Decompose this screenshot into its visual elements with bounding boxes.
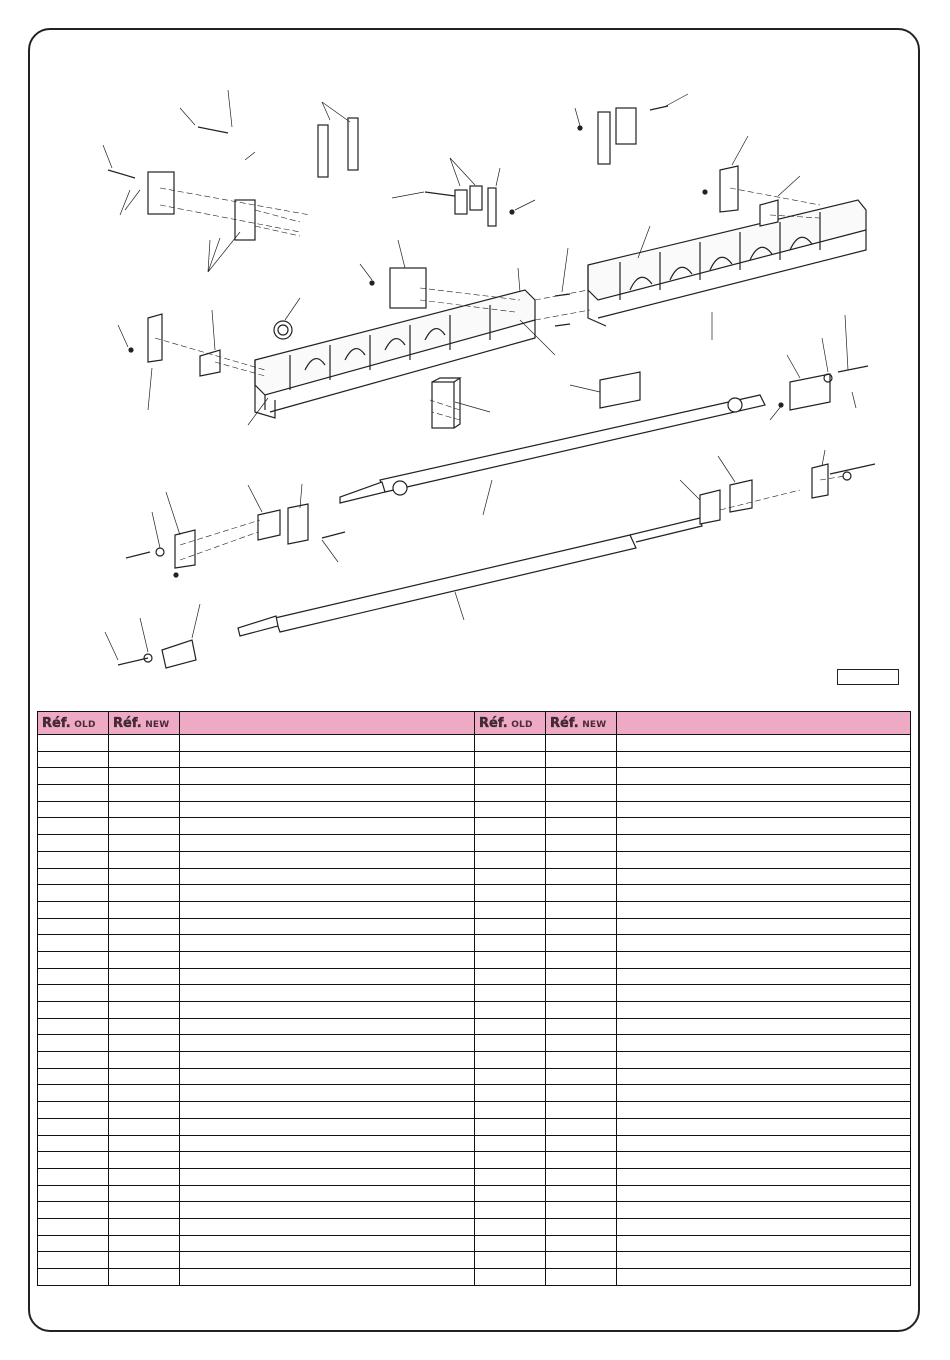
- table-cell: [109, 785, 180, 802]
- table-cell: [180, 1185, 475, 1202]
- table-cell: [109, 818, 180, 835]
- table-cell: [109, 1085, 180, 1102]
- table-cell: [475, 918, 546, 935]
- table-cell: [180, 1068, 475, 1085]
- table-cell: [475, 1235, 546, 1252]
- table-cell: [546, 785, 617, 802]
- table-cell: [180, 1135, 475, 1152]
- table-cell: [546, 818, 617, 835]
- parts-table-body: [38, 735, 911, 1286]
- table-cell: [180, 935, 475, 952]
- table-cell: [180, 1052, 475, 1069]
- col-ref-old-2: [475, 712, 546, 735]
- table-cell: [617, 1035, 911, 1052]
- table-row: [38, 1152, 911, 1169]
- table-cell: [546, 1052, 617, 1069]
- table-cell: [546, 885, 617, 902]
- table-cell: [38, 1235, 109, 1252]
- table-cell: [109, 868, 180, 885]
- table-cell: [475, 1269, 546, 1286]
- table-row: [38, 1035, 911, 1052]
- table-cell: [180, 1218, 475, 1235]
- table-cell: [546, 868, 617, 885]
- table-cell: [546, 1102, 617, 1119]
- table-cell: [475, 751, 546, 768]
- table-cell: [546, 1118, 617, 1135]
- parts-table: [37, 711, 911, 1286]
- table-cell: [617, 1168, 911, 1185]
- table-cell: [475, 1118, 546, 1135]
- table-cell: [180, 918, 475, 935]
- table-cell: [109, 985, 180, 1002]
- col-ref-label: Réf.: [550, 715, 579, 731]
- table-cell: [475, 1135, 546, 1152]
- table-row: [38, 835, 911, 852]
- table-row: [38, 1068, 911, 1085]
- table-row: [38, 1185, 911, 1202]
- table-cell: [617, 735, 911, 752]
- table-row: [38, 1118, 911, 1135]
- table-row: [38, 1218, 911, 1235]
- table-cell: [109, 918, 180, 935]
- table-header-row: [38, 712, 911, 735]
- upper-tube: [340, 395, 765, 503]
- table-cell: [617, 785, 911, 802]
- table-cell: [38, 968, 109, 985]
- table-cell: [109, 1135, 180, 1152]
- table-cell: [546, 768, 617, 785]
- table-cell: [38, 1068, 109, 1085]
- table-row: [38, 968, 911, 985]
- table-cell: [617, 1102, 911, 1119]
- table-cell: [38, 918, 109, 935]
- table-cell: [109, 901, 180, 918]
- table-cell: [475, 735, 546, 752]
- table-cell: [617, 1269, 911, 1286]
- table-cell: [617, 818, 911, 835]
- table-cell: [475, 1035, 546, 1052]
- col-ref-label: Réf.: [42, 715, 71, 731]
- table-cell: [546, 1269, 617, 1286]
- table-cell: [617, 951, 911, 968]
- table-cell: [180, 1235, 475, 1252]
- table-cell: [475, 901, 546, 918]
- table-cell: [109, 1002, 180, 1019]
- table-cell: [180, 1102, 475, 1119]
- table-cell: [617, 1152, 911, 1169]
- table-cell: [475, 1152, 546, 1169]
- reference-box: [837, 669, 899, 685]
- table-cell: [38, 1152, 109, 1169]
- table-cell: [38, 951, 109, 968]
- table-cell: [180, 768, 475, 785]
- table-cell: [475, 1068, 546, 1085]
- table-cell: [546, 1252, 617, 1269]
- table-cell: [180, 851, 475, 868]
- table-cell: [180, 1252, 475, 1269]
- table-row: [38, 1269, 911, 1286]
- table-row: [38, 1018, 911, 1035]
- table-cell: [617, 1068, 911, 1085]
- col-ref-sub: OLD: [511, 719, 533, 730]
- table-cell: [38, 851, 109, 868]
- table-cell: [38, 835, 109, 852]
- table-cell: [38, 801, 109, 818]
- table-row: [38, 868, 911, 885]
- table-cell: [109, 951, 180, 968]
- table-cell: [617, 985, 911, 1002]
- table-cell: [546, 1202, 617, 1219]
- table-cell: [109, 1118, 180, 1135]
- table-row: [38, 818, 911, 835]
- table-cell: [180, 751, 475, 768]
- table-row: [38, 901, 911, 918]
- table-cell: [109, 1269, 180, 1286]
- table-cell: [180, 1085, 475, 1102]
- table-cell: [38, 885, 109, 902]
- table-cell: [546, 1018, 617, 1035]
- table-cell: [180, 885, 475, 902]
- table-cell: [617, 968, 911, 985]
- table-cell: [109, 768, 180, 785]
- table-cell: [109, 1185, 180, 1202]
- table-cell: [38, 785, 109, 802]
- table-row: [38, 1168, 911, 1185]
- table-cell: [546, 1002, 617, 1019]
- table-row: [38, 935, 911, 952]
- table-cell: [617, 751, 911, 768]
- table-cell: [38, 1252, 109, 1269]
- table-cell: [180, 985, 475, 1002]
- table-cell: [617, 868, 911, 885]
- table-row: [38, 918, 911, 935]
- table-cell: [38, 751, 109, 768]
- table-cell: [475, 1185, 546, 1202]
- col-ref-sub: NEW: [145, 719, 170, 730]
- table-cell: [180, 785, 475, 802]
- table-cell: [617, 901, 911, 918]
- table-cell: [475, 1252, 546, 1269]
- table-cell: [38, 1218, 109, 1235]
- table-row: [38, 735, 911, 752]
- table-cell: [546, 1218, 617, 1235]
- table-cell: [546, 901, 617, 918]
- table-cell: [475, 935, 546, 952]
- table-row: [38, 801, 911, 818]
- table-cell: [475, 1085, 546, 1102]
- table-cell: [109, 1035, 180, 1052]
- table-cell: [38, 768, 109, 785]
- table-cell: [617, 768, 911, 785]
- table-cell: [546, 1035, 617, 1052]
- table-cell: [475, 951, 546, 968]
- table-cell: [38, 901, 109, 918]
- col-ref-old: [38, 712, 109, 735]
- col-ref-new: [109, 712, 180, 735]
- table-cell: [546, 735, 617, 752]
- table-cell: [180, 1168, 475, 1185]
- table-cell: [180, 951, 475, 968]
- table-cell: [617, 1118, 911, 1135]
- col-description-2: [617, 712, 911, 735]
- table-row: [38, 985, 911, 1002]
- table-cell: [475, 868, 546, 885]
- table-cell: [180, 818, 475, 835]
- table-row: [38, 1202, 911, 1219]
- table-cell: [109, 1152, 180, 1169]
- table-cell: [546, 985, 617, 1002]
- table-cell: [180, 801, 475, 818]
- upper-left-rail: [255, 290, 535, 428]
- table-cell: [109, 1052, 180, 1069]
- col-ref-label: Réf.: [479, 715, 508, 731]
- table-cell: [38, 1269, 109, 1286]
- table-cell: [475, 818, 546, 835]
- table-cell: [475, 768, 546, 785]
- table-cell: [617, 1252, 911, 1269]
- table-cell: [38, 1002, 109, 1019]
- table-cell: [180, 835, 475, 852]
- table-cell: [38, 1118, 109, 1135]
- table-row: [38, 951, 911, 968]
- table-cell: [546, 851, 617, 868]
- table-cell: [109, 1218, 180, 1235]
- table-cell: [180, 868, 475, 885]
- table-cell: [475, 985, 546, 1002]
- table-cell: [617, 1218, 911, 1235]
- table-cell: [546, 1185, 617, 1202]
- table-cell: [38, 1185, 109, 1202]
- table-cell: [180, 1118, 475, 1135]
- table-cell: [109, 735, 180, 752]
- table-cell: [546, 968, 617, 985]
- col-ref-label: Réf.: [113, 715, 142, 731]
- table-cell: [475, 1168, 546, 1185]
- table-cell: [180, 1035, 475, 1052]
- table-cell: [546, 918, 617, 935]
- table-cell: [475, 1218, 546, 1235]
- table-cell: [109, 968, 180, 985]
- table-cell: [546, 801, 617, 818]
- table-cell: [180, 1018, 475, 1035]
- table-cell: [617, 1052, 911, 1069]
- table-row: [38, 1135, 911, 1152]
- table-cell: [38, 985, 109, 1002]
- table-cell: [109, 835, 180, 852]
- table-cell: [180, 1202, 475, 1219]
- table-cell: [546, 835, 617, 852]
- table-cell: [617, 851, 911, 868]
- table-cell: [109, 851, 180, 868]
- table-cell: [109, 1068, 180, 1085]
- table-cell: [38, 1085, 109, 1102]
- table-cell: [38, 868, 109, 885]
- table-cell: [109, 885, 180, 902]
- table-cell: [475, 1202, 546, 1219]
- table-cell: [180, 1269, 475, 1286]
- table-row: [38, 768, 911, 785]
- table-cell: [109, 1235, 180, 1252]
- table-cell: [38, 735, 109, 752]
- table-cell: [617, 1202, 911, 1219]
- table-cell: [38, 1135, 109, 1152]
- table-cell: [180, 1002, 475, 1019]
- table-cell: [109, 751, 180, 768]
- table-cell: [38, 1202, 109, 1219]
- table-cell: [617, 1018, 911, 1035]
- table-cell: [475, 1102, 546, 1119]
- table-cell: [109, 1102, 180, 1119]
- table-cell: [546, 751, 617, 768]
- table-cell: [475, 1018, 546, 1035]
- table-cell: [617, 835, 911, 852]
- table-cell: [546, 951, 617, 968]
- table-row: [38, 1102, 911, 1119]
- table-cell: [109, 935, 180, 952]
- table-cell: [180, 901, 475, 918]
- table-row: [38, 1252, 911, 1269]
- table-cell: [475, 801, 546, 818]
- table-cell: [38, 1102, 109, 1119]
- table-cell: [38, 1018, 109, 1035]
- table-cell: [38, 935, 109, 952]
- table-cell: [38, 1035, 109, 1052]
- table-cell: [109, 801, 180, 818]
- table-row: [38, 751, 911, 768]
- table-cell: [546, 1235, 617, 1252]
- table-cell: [546, 1168, 617, 1185]
- table-row: [38, 785, 911, 802]
- table-cell: [617, 1135, 911, 1152]
- table-cell: [617, 1185, 911, 1202]
- table-cell: [546, 1085, 617, 1102]
- table-cell: [546, 1135, 617, 1152]
- table-cell: [475, 968, 546, 985]
- table-cell: [546, 1152, 617, 1169]
- table-cell: [475, 785, 546, 802]
- table-cell: [180, 735, 475, 752]
- table-cell: [617, 935, 911, 952]
- table-cell: [475, 1052, 546, 1069]
- table-row: [38, 1235, 911, 1252]
- table-cell: [546, 935, 617, 952]
- table-cell: [109, 1168, 180, 1185]
- table-row: [38, 851, 911, 868]
- col-ref-sub: OLD: [74, 719, 96, 730]
- table-cell: [38, 818, 109, 835]
- table-cell: [617, 801, 911, 818]
- table-cell: [38, 1168, 109, 1185]
- col-description: [180, 712, 475, 735]
- table-row: [38, 1085, 911, 1102]
- table-row: [38, 1052, 911, 1069]
- table-cell: [617, 885, 911, 902]
- table-cell: [617, 918, 911, 935]
- table-cell: [546, 1068, 617, 1085]
- table-cell: [475, 851, 546, 868]
- table-cell: [180, 1152, 475, 1169]
- table-cell: [109, 1252, 180, 1269]
- upper-right-rail: [588, 200, 866, 326]
- table-cell: [475, 885, 546, 902]
- col-ref-sub: NEW: [582, 719, 607, 730]
- col-ref-new-2: [546, 712, 617, 735]
- table-row: [38, 1002, 911, 1019]
- table-cell: [617, 1002, 911, 1019]
- table-cell: [109, 1018, 180, 1035]
- table-cell: [475, 835, 546, 852]
- table-cell: [475, 1002, 546, 1019]
- brackets: [148, 108, 830, 668]
- table-row: [38, 885, 911, 902]
- table-cell: [38, 1052, 109, 1069]
- table-cell: [617, 1085, 911, 1102]
- table-cell: [109, 1202, 180, 1219]
- table-cell: [180, 968, 475, 985]
- table-cell: [617, 1235, 911, 1252]
